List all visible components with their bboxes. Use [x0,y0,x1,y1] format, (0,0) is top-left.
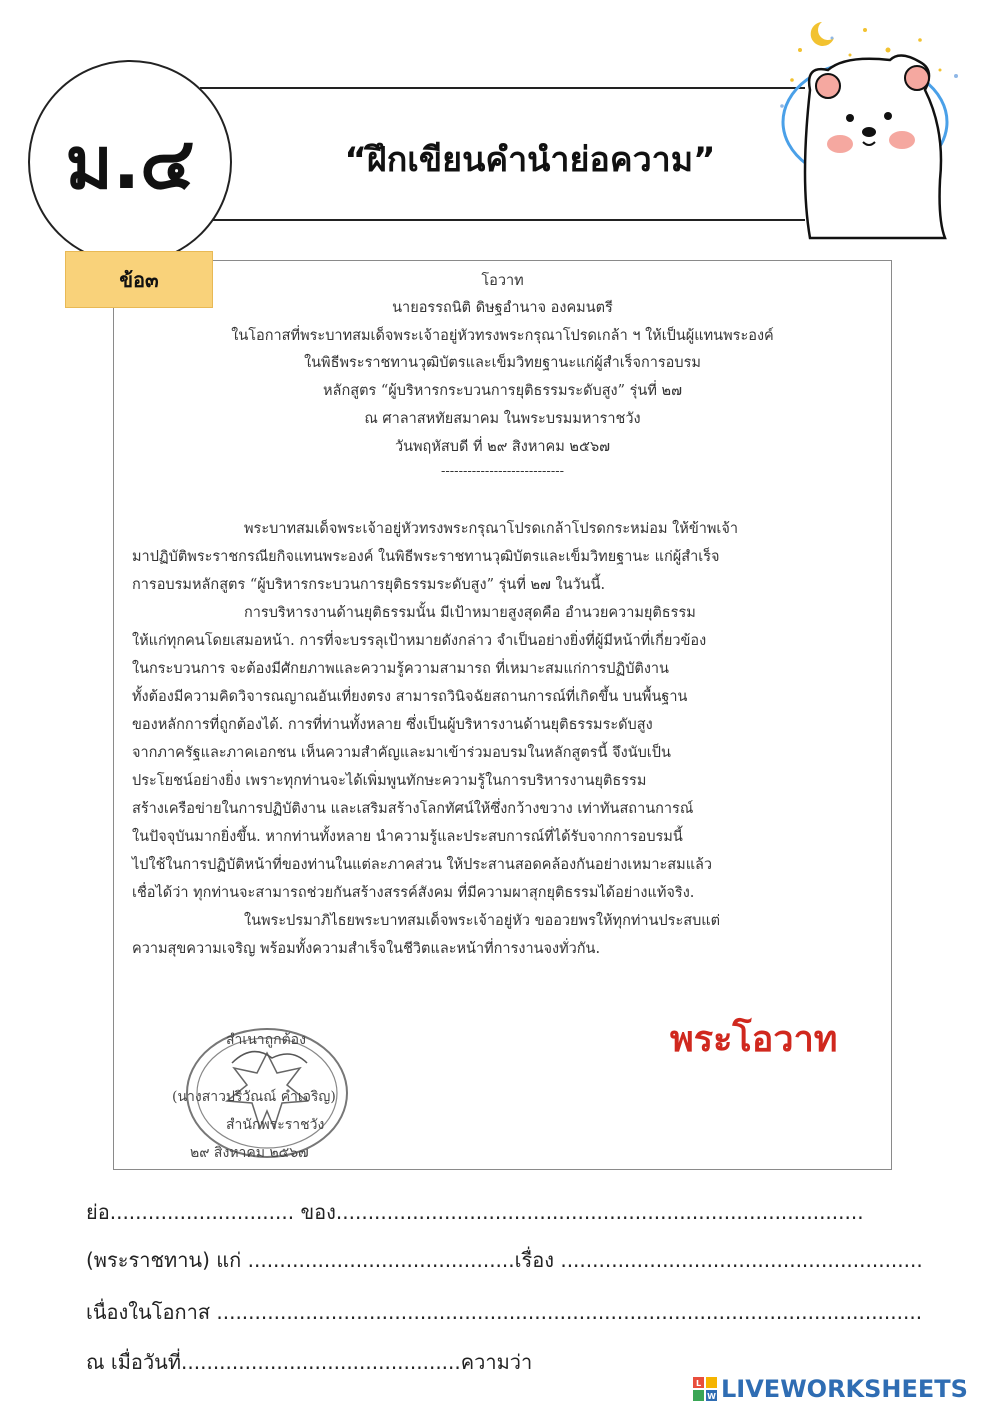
bear-illustration [770,10,975,240]
answer-label: พระโอวาท [670,1019,838,1060]
doc-heading-line: ณ ศาลาสหทัยสมาคม ในพระบรมมหาราชวัง [364,411,641,427]
form-line-given-to[interactable]: (พระราชทาน) แก่ ..........................................เรื่อง ......................................................... [86,1248,923,1272]
liveworksheets-logo [693,1374,968,1404]
doc-body-line: ทั้งต้องมีความคิดวิจารณญาณอันเที่ยงตรง สามารถวินิจฉัยสถานการณ์ที่เกิดขึ้น บนพื้นฐาน [132,689,688,705]
doc-body-line: จากภาครัฐและภาคเอกชน เห็นความสำคัญและมาเข้าร่วมอบรมในหลักสูตรนี้ จึงนับเป็น [132,745,671,761]
doc-heading-line: ในโอกาสที่พระบาทสมเด็จพระเจ้าอยู่หัวทรงพระกรุณาโปรดเกล้า ฯ ให้เป็นผู้แทนพระองค์ [231,328,774,344]
doc-body-line: ของหลักการที่ถูกต้องได้. การที่ท่านทั้งหลาย ซึ่งเป็นผู้บริหารงานด้านยุติธรรมระดับสูง [132,717,653,733]
doc-heading-line: วันพฤหัสบดี ที่ ๒๙ สิงหาคม ๒๕๖๗ [394,439,611,455]
doc-body-line: ประโยชน์อย่างยิ่ง เพราะทุกท่านจะได้เพิ่มพูนทักษะความรู้ในการบริหารงานยุติธรรม [132,773,647,789]
doc-body-line: การบริหารงานด้านยุติธรรมนั้น มีเป้าหมายสูงสุดคือ อำนวยความยุติธรรม [244,605,696,621]
signature-office: สำนักพระราชวัง [226,1117,325,1133]
doc-divider: ---------------------------- [441,464,564,479]
doc-heading-line: ในพิธีพระราชทานวุฒิบัตรและเข็มวิทยฐานะแก่ผู้สำเร็จการอบรม [304,355,701,371]
doc-body-line: สร้างเครือข่ายในการปฏิบัติงาน และเสริมสร้างโลกทัศน์ให้ซึ่งกว้างขวาง เท่าทันสถานการณ์ [132,801,694,817]
form-line-summary-of[interactable]: ย่อ............................. ของ................................................................................... [86,1200,864,1224]
doc-heading-line: โอวาท [481,273,524,289]
svg-text:L: L [695,1379,702,1388]
doc-body-line: ความสุขความเจริญ พร้อมทั้งความสำเร็จในชีวิตและหน้าที่การงานจงทั่วกัน. [132,941,601,957]
header-top-rule [200,87,805,89]
grade-text: ม.๔ [65,120,195,205]
moon-icon [811,22,834,46]
doc-body-line: ในกระบวนการ จะต้องมีศักยภาพและความรู้ความสามารถ ที่เหมาะสมแก่การปฏิบัติงาน [132,661,669,677]
doc-body-line: พระบาทสมเด็จพระเจ้าอยู่หัวทรงพระกรุณาโปรดเกล้าโปรดกระหม่อม ให้ข้าพเจ้า [244,521,739,537]
form-line-occasion[interactable]: เนื่องในโอกาส ............................................................................................................... [86,1300,923,1324]
svg-text:W: W [707,1392,716,1401]
doc-body-line: ให้แก่ทุกคนโดยเสมอหน้า. การที่จะบรรลุเป้าหมายดังกล่าว จำเป็นอย่างยิ่งที่ผู้มีหน้าที่เกี่ยวข้อง [132,633,707,649]
doc-body-line: การอบรมหลักสูตร “ผู้บริหารกระบวนการยุติธรรมระดับสูง” รุ่นที่ ๒๗ ในวันนี้. [132,577,606,593]
worksheet-title: “ฝึกเขียนคำนำย่อความ” [344,140,716,180]
grade-badge [28,60,232,264]
doc-body-line: ในพระปรมาภิไธยพระบาทสมเด็จพระเจ้าอยู่หัว ขออวยพรให้ทุกท่านประสบแต่ [244,913,721,929]
signature-certified: สำเนาถูกต้อง [226,1032,306,1048]
doc-heading-line: หลักสูตร “ผู้บริหารกระบวนการยุติธรรมระดับสูง” รุ่นที่ ๒๗ [323,383,682,399]
doc-body-line: ไปใช้ในการปฏิบัติหน้าที่ของท่านในแต่ละภาคส่วน ให้ประสานสอดคล้องกันอย่างเหมาะสมแล้ว [132,857,713,873]
signature-date: ๒๙ สิงหาคม ๒๕๖๗ [190,1145,309,1161]
liveworksheets-badge-icon [693,1377,717,1401]
form-line-date[interactable]: ณ เมื่อวันที่............................................ความว่า [86,1350,533,1374]
doc-heading-line: นายอรรถนิติ ดิษฐอำนาจ องคมนตรี [392,300,613,316]
question-number-tab: ข้อ๓ [65,251,213,308]
header-bottom-rule [200,219,805,221]
signature-name: (นางสาวปริวัณณ์ คำเจริญ) [172,1089,336,1105]
doc-body-line: ในปัจจุบันมากยิ่งขึ้น. หากท่านทั้งหลาย นำความรู้และประสบการณ์ที่ได้รับจากการอบรมนี้ [132,829,683,845]
doc-body-line: เชื่อได้ว่า ทุกท่านจะสามารถช่วยกันสร้างสรรค์สังคม ที่มีความผาสุกยุติธรรมได้อย่างแท้จริง. [132,885,695,901]
logo-text: LIVEWORKSHEETS [721,1375,968,1403]
doc-body-line: มาปฏิบัติพระราชกรณียกิจแทนพระองค์ ในพิธีพระราชทานวุฒิบัตรและเข็มวิทยฐานะ แก่ผู้สำเร็จ [132,549,720,565]
